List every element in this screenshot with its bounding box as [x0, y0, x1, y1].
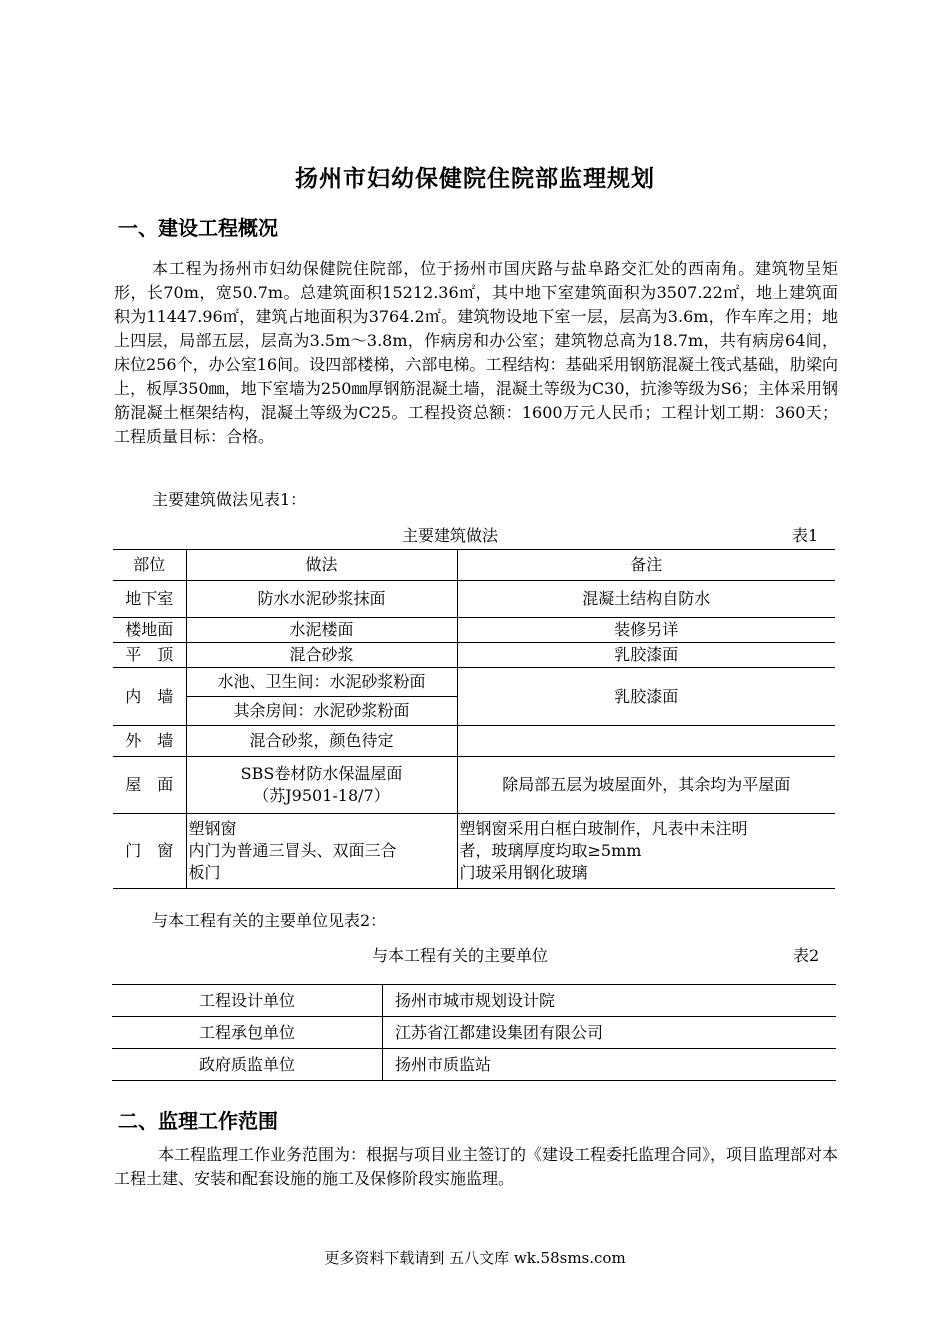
cell-org: 扬州市城市规划设计院	[383, 985, 837, 1017]
section1-paragraph: 本工程为扬州市妇幼保健院住院部，位于扬州市国庆路与盐阜路交汇处的西南角。建筑物呈矩形，长70m，宽50.7m。总建筑面积15212.36㎡，其中地下室建筑面积为3507.22㎡，地上建筑面积为11447.96㎡，建筑占地面积为3764.2㎡。建筑物设地下室一层，层高为3.6m，作车库之用；地上四层，局部五层，层高为3.5m～3.8m，作病房和办公室；建筑物总高为18.7m，共有病房64间，床位256个，办公室16间。设四部楼梯，六部电梯。工程结构：基础采用钢筋混凝土筏式基础，肋梁向上，板厚350㎜，地下室墙为250㎜厚钢筋混凝土墙，混凝土等级为C30，抗渗等级为S6；主体采用钢筋混凝土框架结构，混凝土等级为C25。工程投资总额：1600万元人民币；工程计划工期：360天；工程质量目标：合格。	[114, 259, 838, 446]
cell-org: 江苏省江都建设集团有限公司	[383, 1017, 837, 1049]
cell-note	[457, 814, 835, 889]
section1-heading: 一、建设工程概况	[118, 216, 278, 240]
cell-method: 其余房间：水泥砂浆粉面	[186, 697, 457, 726]
table2-intro: 与本工程有关的主要单位见表2：	[152, 911, 387, 930]
construction-methods-table	[113, 549, 835, 889]
section2-heading: 二、监理工作范围	[118, 1109, 278, 1133]
table2-caption: 与本工程有关的主要单位	[372, 946, 549, 965]
cell-method: 混合砂浆，颜色待定	[186, 726, 457, 757]
table1-caption: 主要建筑做法	[402, 526, 499, 545]
cell-method-line: SBS卷材防水保温屋面	[240, 764, 403, 783]
cell-part: 屋 面	[113, 757, 186, 814]
cell-note: 乳胶漆面	[457, 668, 835, 726]
related-units-table	[112, 984, 836, 1081]
cell-part: 楼地面	[113, 618, 186, 643]
header-note: 备注	[457, 550, 835, 581]
header-part: 部位	[113, 550, 186, 581]
table-row	[113, 618, 835, 643]
table1-intro: 主要建筑做法见表1：	[152, 490, 307, 509]
cell-method	[186, 757, 457, 814]
table-row	[113, 726, 835, 757]
cell-method-line: 板门	[188, 863, 221, 882]
table-row	[112, 985, 836, 1017]
cell-method: 防水水泥砂浆抹面	[186, 581, 457, 618]
header-method: 做法	[186, 550, 457, 581]
cell-note: 混凝土结构自防水	[457, 581, 835, 618]
cell-org: 扬州市质监站	[383, 1049, 837, 1081]
cell-part: 外 墙	[113, 726, 186, 757]
cell-part: 内 墙	[113, 668, 186, 726]
page-footer: 更多资料下载请到 五八文库 wk.58sms.com	[324, 1249, 626, 1267]
document-title: 扬州市妇幼保健院住院部监理规划	[295, 166, 655, 192]
cell-method: 水泥楼面	[186, 618, 457, 643]
cell-note-line: 者，玻璃厚度均取≥5mm	[459, 841, 642, 860]
table2-label: 表2	[793, 946, 820, 965]
cell-method: 水池、卫生间：水泥砂浆粉面	[186, 668, 457, 697]
table-row	[112, 1049, 836, 1081]
cell-part: 平 顶	[113, 643, 186, 668]
cell-note-line: 塑钢窗采用白框白玻制作，凡表中未注明	[459, 819, 748, 838]
cell-part: 门 窗	[113, 814, 186, 889]
cell-role: 工程设计单位	[112, 985, 383, 1017]
section2-paragraph: 本工程监理工作业务范围为：根据与项目业主签订的《建设工程委托监理合同》，项目监理部对本工程土建、安装和配套设施的施工及保修阶段实施监理。	[114, 1145, 839, 1188]
cell-method-line: 塑钢窗	[188, 819, 237, 838]
table-row	[113, 581, 835, 618]
cell-note: 乳胶漆面	[457, 643, 835, 668]
cell-note-line: 门玻采用钢化玻璃	[459, 863, 588, 882]
cell-note: 装修另详	[457, 618, 835, 643]
table-header-row	[113, 550, 835, 581]
cell-method-line: 内门为普通三冒头、双面三合	[188, 841, 397, 860]
cell-note	[457, 726, 835, 757]
table1-label: 表1	[792, 526, 819, 545]
table-row	[113, 643, 835, 668]
cell-part: 地下室	[113, 581, 186, 618]
table-row	[113, 757, 835, 814]
cell-role: 政府质监单位	[112, 1049, 383, 1081]
cell-method-line: （苏J9501-18/7）	[253, 786, 390, 805]
cell-method: 混合砂浆	[186, 643, 457, 668]
table-row	[112, 1017, 836, 1049]
cell-role: 工程承包单位	[112, 1017, 383, 1049]
table-row	[113, 668, 835, 697]
cell-note: 除局部五层为坡屋面外，其余均为平屋面	[457, 757, 835, 814]
cell-method	[186, 814, 457, 889]
table-row	[113, 814, 835, 889]
